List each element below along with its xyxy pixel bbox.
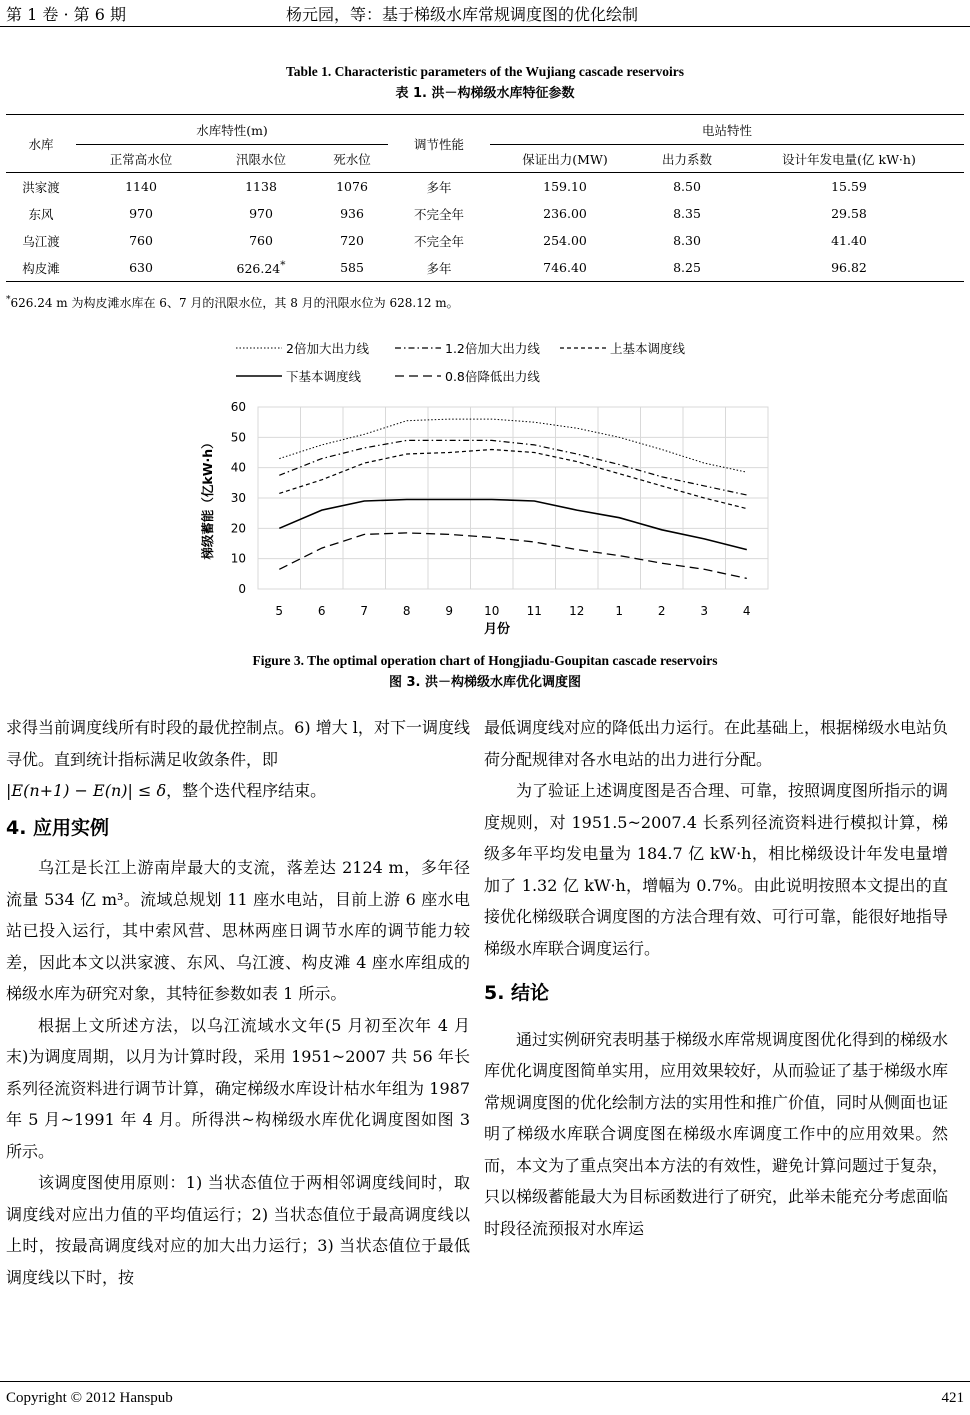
x-tick-label: 2 [657, 604, 666, 618]
y-tick-label: 10 [230, 551, 246, 566]
cell-power: 254.00 [543, 233, 587, 248]
cell-dead: 936 [340, 206, 364, 221]
cell-coef: 8.50 [673, 179, 701, 194]
paragraph-text: ，整个迭代程序结束。 [166, 781, 327, 800]
x-tick-label: 5 [275, 604, 284, 618]
x-axis-label: 月份 [483, 622, 511, 637]
y-tick-label: 30 [230, 491, 246, 505]
cell-energy: 15.59 [831, 179, 867, 194]
cell-normal: 760 [129, 233, 153, 248]
chart-tick-labels [231, 400, 751, 618]
group-reservoir-props: 水库特性(m) [76, 115, 388, 145]
x-tick-label: 4 [742, 604, 751, 618]
cell-name: 乌江渡 [22, 233, 60, 249]
table-row [6, 254, 964, 282]
journal-issue: 第 1 卷 · 第 6 期 [6, 5, 126, 24]
cell-regulation: 不完全年 [413, 233, 464, 249]
paragraph: 该调度图使用原则：1) 当状态值位于两相邻调度线间时，取调度线对应出力值的平均值运行；2) 当状态值位于最高调度线以上时，按最高调度线对应的加大出力运行；3) 当状态值位于最低调度线以下时，按 [6, 1173, 470, 1287]
y-tick-label: 60 [230, 400, 246, 414]
cell-name: 东风 [28, 206, 54, 222]
cell-energy: 96.82 [734, 254, 964, 282]
legend-label-1: 2倍加大出力线 [286, 341, 369, 356]
x-tick-label: 7 [360, 604, 369, 618]
y-tick-label: 0 [238, 582, 246, 596]
cell-name: 构皮滩 [6, 254, 76, 282]
right-column [484, 712, 948, 1244]
col-regulation: 调节性能 [388, 115, 490, 173]
col-flood-level: 汛限水位 [206, 145, 316, 173]
convergence-formula: |E(n+1) − E(n)| ≤ δ [6, 781, 167, 800]
x-tick-label: 11 [526, 604, 542, 618]
cell-normal: 1140 [125, 179, 157, 194]
chart-legend [236, 341, 686, 384]
y-tick-label: 50 [230, 430, 246, 445]
operation-chart [190, 330, 790, 650]
cell-coef: 8.30 [673, 233, 701, 248]
table-row [6, 200, 964, 227]
x-tick-label: 10 [484, 604, 500, 618]
col-dead-level: 死水位 [316, 145, 388, 173]
y-axis-label: 梯级蓄能（亿kW·h） [200, 436, 215, 560]
col-output-coef: 出力系数 [640, 145, 734, 173]
figure-caption-en: Figure 3. The optimal operation chart of Hongjiadu-Goupitan cascade reservoirs [252, 653, 718, 668]
cell-energy: 29.58 [831, 206, 867, 221]
paragraph: 最低调度线对应的降低出力运行。在此基础上，根据梯级水电站负荷分配规律对各水电站的出力进行分配。 [484, 718, 949, 769]
paragraph: 为了验证上述调度图是否合理、可靠，按照调度图所指示的调度规则，对 1951.5~2007.4 长系列径流资料进行模拟计算，梯级多年平均发电量为 184.7 亿 kW·h，相比梯级设计年发电量增加了 1.32 亿 kW·h，增幅为 0.7%。由此说明按照本文提出的直接优化梯级联合调度图的方法合理有效、可行可靠，能很好地指导梯级水库联合调度运行。 [484, 781, 949, 958]
cell-flood: 1138 [245, 179, 277, 194]
paragraph-text: 求得当前调度线所有时段的最优控制点。6) 增大 l，对下一调度线寻优。直到统计指标满足收敛条件，即 [6, 718, 470, 769]
section-heading-4: 4. 应用实例 [6, 816, 110, 839]
paragraph [6, 712, 470, 807]
paragraph: 通过实例研究表明基于梯级水库常规调度图优化得到的梯级水库优化调度图简单实用，应用效果较好，从而验证了基于梯级水库常规调度图的优化绘制方法的实用性和推广价值，同时从侧面也证明了梯级水库联合调度图在梯级水库调度工作中的应用效果。然而，本文为了重点突出本方法的有效性，避免计算问题过于复杂，只以梯级蓄能最大为目标函数进行了研究，此举未能充分考虑面临时段径流预报对水库运 [484, 1029, 949, 1238]
legend-label-5: 0.8倍降低出力线 [445, 369, 540, 384]
cell-flood: 970 [249, 206, 273, 221]
page-number: 421 [941, 1390, 964, 1406]
table-caption-zh: 表 1. 洪－构梯级水库特征参数 [395, 86, 575, 101]
cell-regulation: 多年 [426, 179, 452, 195]
table-row [6, 227, 964, 254]
cell-power: 746.40 [490, 254, 640, 282]
x-tick-label: 8 [402, 604, 411, 618]
section-heading-5: 5. 结论 [484, 982, 550, 1004]
cell-flood [206, 254, 316, 282]
cell-name: 洪家渡 [22, 179, 60, 195]
x-tick-label: 1 [615, 604, 624, 618]
cell-flood-mark: * [280, 258, 286, 271]
running-title: 杨元园，等：基于梯级水库常规调度图的优化绘制 [286, 5, 639, 24]
cell-normal: 630 [76, 254, 206, 282]
cell-dead: 1076 [336, 179, 368, 194]
cell-regulation: 不完全年 [413, 206, 464, 222]
cell-regulation: 多年 [388, 254, 490, 282]
x-tick-label: 6 [317, 604, 326, 618]
copyright: Copyright © 2012 Hanspub [6, 1390, 173, 1406]
y-tick-label: 40 [230, 460, 246, 475]
col-guaranteed-power: 保证出力(MW) [490, 145, 640, 173]
cell-coef: 8.35 [673, 206, 701, 221]
left-column [6, 712, 470, 1293]
group-station-props: 电站特性 [490, 115, 964, 145]
legend-label-2: 1.2倍加大出力线 [445, 341, 540, 356]
reservoir-parameters-table [6, 114, 964, 282]
cell-dead: 585 [316, 254, 388, 282]
cell-flood: 760 [249, 233, 273, 248]
cell-flood-value: 626.24 [236, 261, 281, 277]
col-annual-energy: 设计年发电量(亿 kW·h) [734, 145, 964, 173]
col-normal-level: 正常高水位 [76, 145, 206, 173]
footnote-mark: * [6, 295, 11, 305]
paragraph: 乌江是长江上游南岸最大的支流，落差达 2124 m，多年径流量 534 亿 m³。流域总规划 11 座水电站，目前上游 6 座水电站已投入运行，其中索风营、思林两座日调节水库的调节能力较差，因此本文以洪家渡、东风、乌江渡、构皮滩 4 座水库组成的梯级水库为研究对象，其特征参数如表 1 所示。 [6, 858, 470, 1003]
footnote-text: 626.24 m 为构皮滩水库在 6、7 月的汛限水位，其 8 月的汛限水位为 628.12 m。 [10, 296, 459, 310]
table-footnote [6, 294, 459, 311]
chart-gridlines [258, 407, 768, 589]
x-tick-label: 3 [700, 604, 709, 618]
x-tick-label: 12 [569, 604, 585, 618]
x-tick-label: 9 [445, 604, 454, 618]
paragraph: 根据上文所述方法，以乌江流域水文年(5 月初至次年 4 月末)为调度周期，以月为计算时段，采用 1951~2007 共 56 年长系列径流资料进行调节计算，确定梯级水库设计枯水年组为 1987 年 5 月~1991 年 4 月。所得洪~构梯级水库优化调度图如图 3 所示。 [6, 1015, 470, 1161]
cell-normal: 970 [129, 206, 153, 221]
legend-label-4: 下基本调度线 [286, 369, 362, 384]
cell-power: 236.00 [543, 206, 587, 221]
cell-energy: 41.40 [831, 233, 867, 248]
page-footer [0, 1381, 970, 1415]
cell-coef: 8.25 [640, 254, 734, 282]
y-tick-label: 20 [230, 521, 246, 536]
cell-dead: 720 [340, 233, 364, 248]
table-caption-en: Table 1. Characteristic parameters of the Wujiang cascade reservoirs [285, 64, 685, 79]
legend-label-3: 上基本调度线 [610, 341, 686, 356]
table-row [6, 173, 964, 201]
col-reservoir: 水库 [6, 115, 76, 173]
page-header [0, 0, 970, 27]
cell-power: 159.10 [543, 179, 587, 194]
figure-caption-zh: 图 3. 洪－构梯级水库优化调度图 [388, 675, 582, 690]
